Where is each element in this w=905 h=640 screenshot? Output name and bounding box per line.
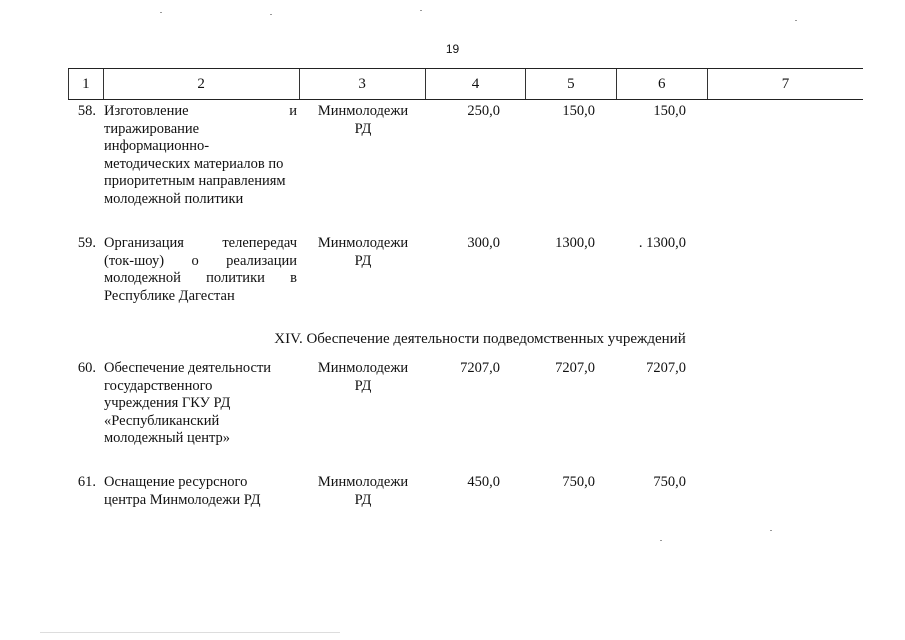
executor-line: РД — [354, 120, 372, 137]
value-col-4: 250,0 — [467, 103, 500, 119]
value-col-6: . 1300,0 — [638, 235, 686, 251]
table-header — [68, 68, 863, 100]
measure-name-line: методических материалов по — [104, 155, 284, 172]
value-col-6: 750,0 — [653, 474, 686, 490]
executor-line: РД — [354, 252, 372, 269]
measure-name-line: тиражирование — [104, 120, 200, 137]
measure-name-line: Оснащение ресурсного — [104, 474, 248, 490]
measure-name — [104, 103, 297, 209]
measure-name-line: молодежный центр» — [104, 430, 230, 447]
scan-speck — [420, 10, 422, 11]
value-col-5: 7207,0 — [555, 360, 595, 376]
value-col-5: 750,0 — [562, 474, 595, 490]
header-col-1: 1 — [68, 69, 103, 99]
executor-line: Минмолодежи — [317, 360, 409, 376]
row-number: 58. — [77, 103, 96, 119]
measure-name — [104, 235, 297, 305]
executor — [312, 235, 414, 270]
header-col-4: 4 — [425, 69, 525, 99]
measure-name-line: приоритетным направлениям — [104, 173, 286, 190]
header-col-3: 3 — [299, 69, 425, 99]
section-title: XIV. Обеспечение деятельности подведомственных учреждений — [274, 331, 686, 347]
measure-name — [104, 474, 297, 509]
value-col-5: 150,0 — [562, 103, 595, 119]
executor-line: Минмолодежи — [317, 235, 409, 251]
measure-name-line: Республике Дагестан — [104, 287, 235, 304]
value-col-4: 450,0 — [467, 474, 500, 490]
measure-name — [104, 360, 297, 448]
scan-speck — [795, 20, 797, 21]
measure-name-line: центра Минмолодежи РД — [104, 491, 261, 508]
executor-line: Минмолодежи — [317, 474, 409, 490]
scan-speck — [270, 14, 272, 15]
measure-name-line: Изготовление и — [104, 103, 297, 119]
value-col-6: 7207,0 — [646, 360, 686, 376]
measure-name-line: молодежной политики в — [104, 270, 297, 287]
row-number: 60. — [77, 360, 96, 376]
measure-name-line: государственного — [104, 377, 213, 394]
scan-speck — [160, 12, 162, 13]
scan-speck — [660, 540, 662, 541]
header-col-2: 2 — [103, 69, 299, 99]
executor — [312, 474, 414, 509]
executor-line: Минмолодежи — [317, 103, 409, 119]
scan-speck — [770, 530, 772, 531]
executor — [312, 103, 414, 138]
value-col-4: 7207,0 — [460, 360, 500, 376]
value-col-6: 150,0 — [653, 103, 686, 119]
measure-name-line: «Республиканский — [104, 412, 220, 429]
header-col-7: 7 — [707, 69, 863, 99]
executor — [312, 360, 414, 395]
value-col-4: 300,0 — [467, 235, 500, 251]
page-number: 19 — [445, 42, 460, 56]
row-number: 61. — [77, 474, 96, 490]
executor-line: РД — [354, 377, 372, 394]
header-col-6: 6 — [616, 69, 707, 99]
measure-name-line: молодежной политики — [104, 190, 244, 207]
measure-name-line: информационно- — [104, 138, 210, 155]
header-col-5: 5 — [525, 69, 615, 99]
row-number: 59. — [77, 235, 96, 251]
measure-name-line: учреждения ГКУ РД — [104, 395, 231, 412]
value-col-5: 1300,0 — [555, 235, 595, 251]
scan-speck — [40, 632, 340, 633]
measure-name-line: Обеспечение деятельности — [104, 360, 272, 376]
measure-name-line: (ток-шоу) о реализации — [104, 252, 297, 269]
measure-name-line: Организация телепередач — [104, 235, 297, 251]
executor-line: РД — [354, 491, 372, 508]
